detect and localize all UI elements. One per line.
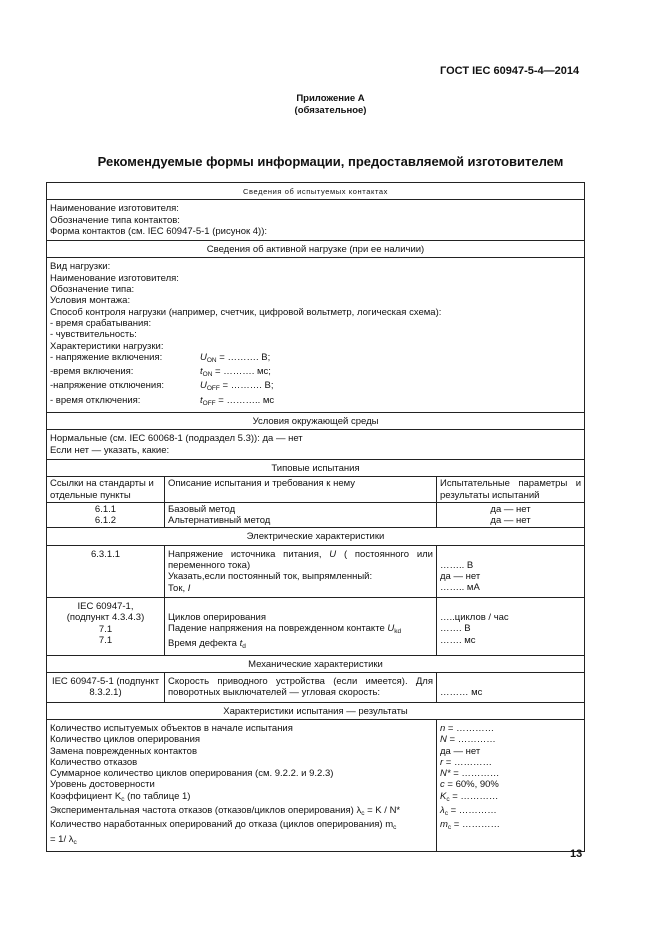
contacts-line: Форма контактов (см. IEC 60947-5-1 (рисунок 4)):: [50, 225, 268, 237]
load-line: - чувствительность:: [50, 329, 137, 341]
results-heading: Характеристики испытания — результаты: [47, 702, 585, 719]
load-heading: Сведения об активной нагрузке (при ее наличии): [47, 241, 585, 258]
appendix-subtitle: (обязательное): [294, 105, 367, 116]
page-title: Рекомендуемые формы информации, предоставляемой изготовителем: [97, 154, 564, 169]
table-row: IEC 60947-1, (подпункт 4.3.4.3) 7.1 7.1 Циклов оперирования Падение напряжения на поврежденном контакте $U_{kd}$ Время дефекта $t_d$ …..циклов / час ……. В ……. мс: [47, 597, 585, 655]
table-row: 6.1.1 6.1.2 Базовый метод Альтернативный метод да — нет да — нет: [47, 502, 585, 528]
mechanical-heading: Механические характеристики: [47, 655, 585, 672]
environment-section: [47, 430, 585, 460]
load-line: Условия монтажа:: [50, 295, 131, 307]
load-line: Способ контроля нагрузки (например, счетчик, цифровой вольтметр, логическая схема):: [50, 306, 442, 318]
appendix-title: Приложение А: [296, 93, 365, 104]
load-param: - время отключения: $t_{OFF}$ = ……….. мс: [50, 394, 275, 407]
tests-col-results: Испытательные параметры и результаты испытаний: [437, 477, 585, 503]
load-param: - напряжение включения: $U_{ON}$ = ………. В;: [50, 351, 271, 364]
load-line: Характеристики нагрузки:: [50, 340, 164, 352]
tests-col-description: Описание испытания и требования к нему: [165, 477, 437, 503]
page-number: 13: [570, 848, 583, 860]
environment-heading: Условия окружающей среды: [47, 413, 585, 430]
contacts-section: [47, 200, 585, 241]
information-form: [46, 182, 584, 852]
tests-heading: Типовые испытания: [47, 459, 585, 476]
contacts-heading: Сведения об испытуемых контактах: [47, 183, 585, 200]
table-row: IEC 60947-5-1 (подпункт 8.3.2.1) Скорость приводного устройства (если имеется). Для поворотных выключателей — угловая скорость: ……… мс: [47, 673, 585, 703]
standard-number: ГОСТ IEC 60947-5-4—2014: [440, 65, 580, 77]
electrical-heading: Электрические характеристики: [47, 528, 585, 545]
environment-line: Нормальные (см. IEC 60068-1 (подраздел 5.3)): да — нет: [50, 433, 303, 445]
load-line: - время срабатывания:: [50, 317, 152, 329]
table-row: 6.3.1.1 Напряжение источника питания, U ( постоянного или переменного тока) Указать,если постоянный ток, выпрямленный: Ток, I …….. В да — нет …….. мА: [47, 545, 585, 597]
contacts-line: Обозначение типа контактов:: [50, 214, 180, 226]
contacts-line: Наименование изготовителя:: [50, 203, 179, 215]
table-row: Количество испытуемых объектов в начале испытания Количество циклов оперирования Замена поврежденных контактов Количество отказов Суммарное количество циклов оперирования (см. 9.2.2. и 9.2.3) Уровень достоверности Коэффициент $K_c$ (по таблице 1) Экспериментальная частота отказов (отказов/циклов оперирования) $\lambda_c = K / N*$ Количество наработанных оперирований до отказа (циклов оперирования) $m_c$ = 1/ $\lambda_c$ n = ………… N = ………… да — нет r = ………… N* = ………… c = 60%, 90% $K_c$ = ………… $\lambda_c$ = ………… $m_c$ = …………: [47, 719, 585, 851]
load-line: Вид нагрузки:: [50, 261, 111, 273]
load-param: -время включения: $t_{ON}$ = ………. мс;: [50, 366, 271, 379]
tests-col-references: Ссылки на стандарты и отдельные пункты: [47, 477, 165, 503]
load-section: [47, 258, 585, 413]
load-param: -напряжение отключения: $U_{OFF}$ = ………. В;: [50, 380, 274, 393]
load-line: Наименование изготовителя:: [50, 272, 179, 284]
load-line: Обозначение типа:: [50, 284, 135, 296]
environment-line: Если нет — указать, какие:: [50, 444, 170, 456]
